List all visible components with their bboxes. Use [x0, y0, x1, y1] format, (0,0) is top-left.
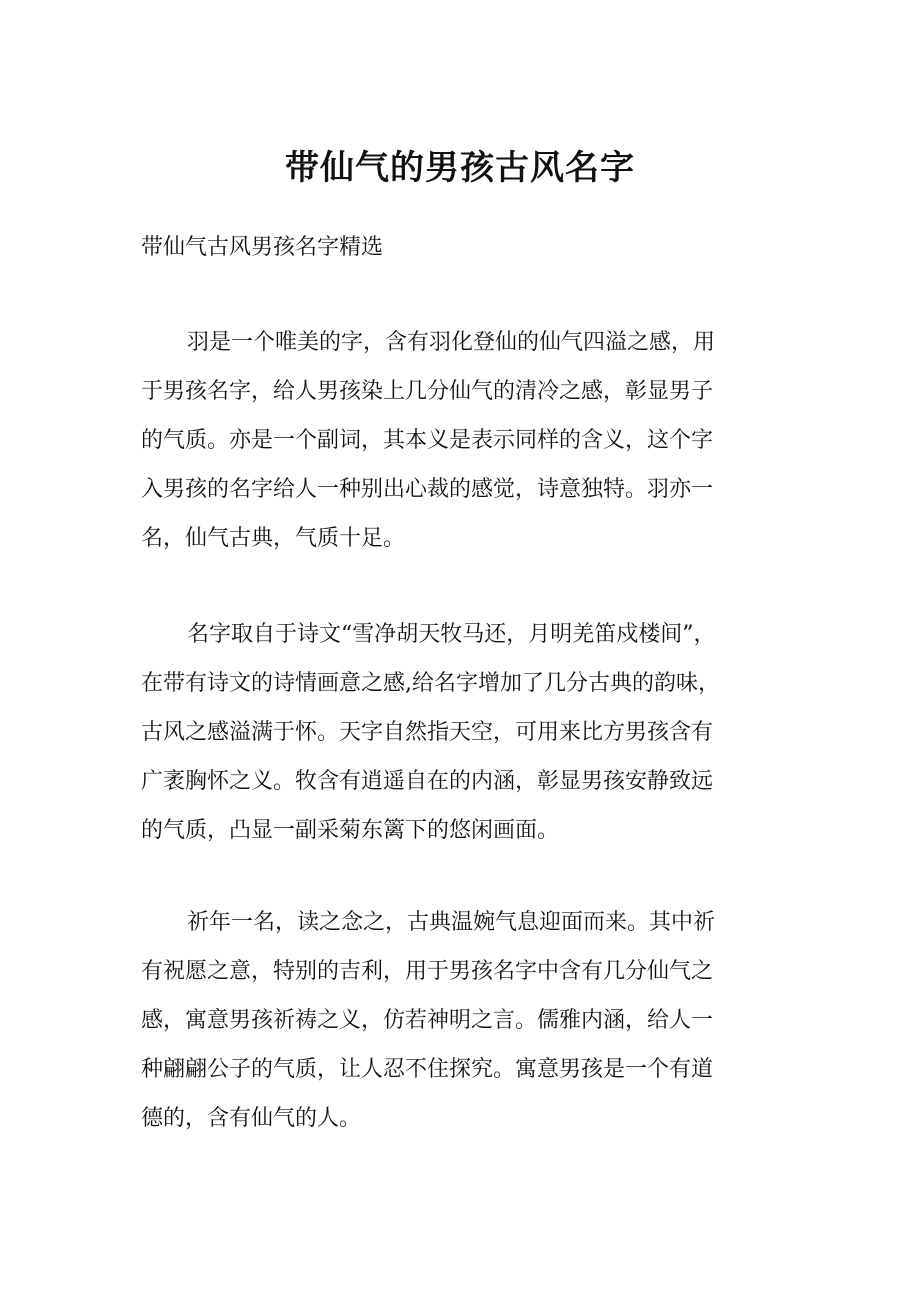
paragraph-line: 入男孩的名字给人一种别出心裁的感觉，诗意独特。羽亦一	[141, 477, 714, 502]
paragraph-line: 的气质。亦是一个副词，其本义是表示同样的含义，这个字	[141, 428, 714, 453]
paragraph-line: 名字取自于诗文“雪净胡天牧马还，月明羌笛戍楼间”，	[187, 622, 716, 647]
paragraph-line: 于男孩名字，给人男孩染上几分仙气的清冷之感，彰显男子	[141, 379, 714, 404]
paragraph-line: 羽是一个唯美的字，含有羽化登仙的仙气四溢之感，用	[187, 330, 716, 355]
paragraph-line: 种翩翩公子的气质，让人忍不住探究。寓意男孩是一个有道	[141, 1057, 714, 1082]
document-subtitle: 带仙气古风男孩名字精选	[141, 235, 384, 260]
paragraph-line: 祈年一名，读之念之，古典温婉气息迎面而来。其中祈	[187, 910, 716, 935]
paragraph-line: 有祝愿之意，特别的吉利，用于男孩名字中含有几分仙气之	[141, 959, 714, 984]
document-title: 带仙气的男孩古风名字	[285, 148, 635, 188]
paragraph-line: 的气质，凸显一副采菊东篱下的悠闲画面。	[141, 818, 560, 843]
paragraph-line: 古风之感溢满于怀。天字自然指天空，可用来比方男孩含有	[141, 720, 714, 745]
paragraph-line: 名，仙气古典，气质十足。	[141, 526, 406, 551]
paragraph-line: 感，寓意男孩祈祷之义，仿若神明之言。儒雅内涵，给人一	[141, 1008, 714, 1033]
paragraph-line: 德的，含有仙气的人。	[141, 1106, 362, 1131]
paragraph-line: 在带有诗文的诗情画意之感,给名字增加了几分古典的韵味，	[141, 671, 720, 696]
paragraph-2	[141, 610, 781, 855]
paragraph-3	[141, 898, 781, 1143]
paragraph-1	[141, 318, 781, 563]
paragraph-line: 广袤胸怀之义。牧含有逍遥自在的内涵，彰显男孩安静致远	[141, 769, 714, 794]
